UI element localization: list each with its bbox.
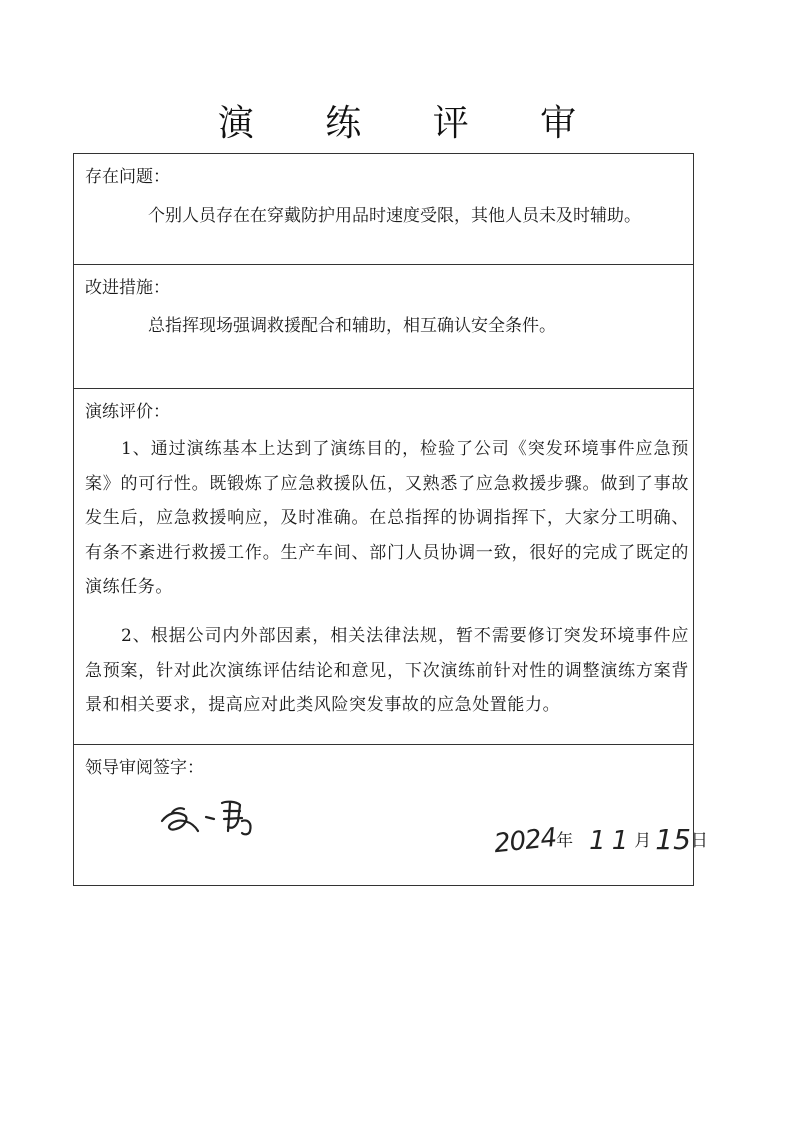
signature-label: 领导审阅签字： [85, 758, 204, 778]
date-year: 2024 [492, 822, 558, 860]
date-day-unit: 日 [690, 831, 708, 851]
page-title: 演 练 评 审 [217, 103, 607, 144]
evaluation-label: 演练评价： [85, 402, 170, 422]
handwritten-signature [154, 791, 264, 839]
evaluation-paragraph-2: 2、根据公司内外部因素，相关法律法规，暂不需要修订突发环境事件应急预案，针对此次演练评估结论和意见，下次演练前针对性的调整演练方案背景和相关要求，提高应对此类风险突发事故的应急处置能力。 [85, 626, 689, 716]
measures-label: 改进措施： [85, 278, 170, 298]
date-month-unit: 月 [634, 831, 652, 851]
problems-section [74, 154, 693, 265]
measures-section [74, 265, 693, 389]
date-day: 15 [655, 823, 691, 856]
evaluation-section [74, 389, 693, 745]
date-year-unit: 年 [556, 831, 574, 851]
signature-section [74, 745, 708, 885]
date-month: 11 [589, 826, 635, 856]
measures-text: 总指挥现场强调救援配合和辅助，相互确认安全条件。 [148, 316, 556, 336]
review-table [73, 153, 708, 886]
evaluation-paragraph-1: 1、通过演练基本上达到了演练目的，检验了公司《突发环境事件应急预案》的可行性。既锻炼了应急救援队伍，又熟悉了应急救援步骤。做到了事故发生后，应急救援响应，及时准确。在总指挥的协调指挥下，大家分工明确、有条不紊进行救援工作。生产车间、部门人员协调一致，很好的完成了既定的演练任务。 [85, 439, 689, 598]
signature-date [494, 823, 708, 863]
problems-label: 存在问题： [85, 167, 170, 187]
problems-text: 个别人员存在在穿戴防护用品时速度受限，其他人员未及时辅助。 [148, 206, 641, 226]
